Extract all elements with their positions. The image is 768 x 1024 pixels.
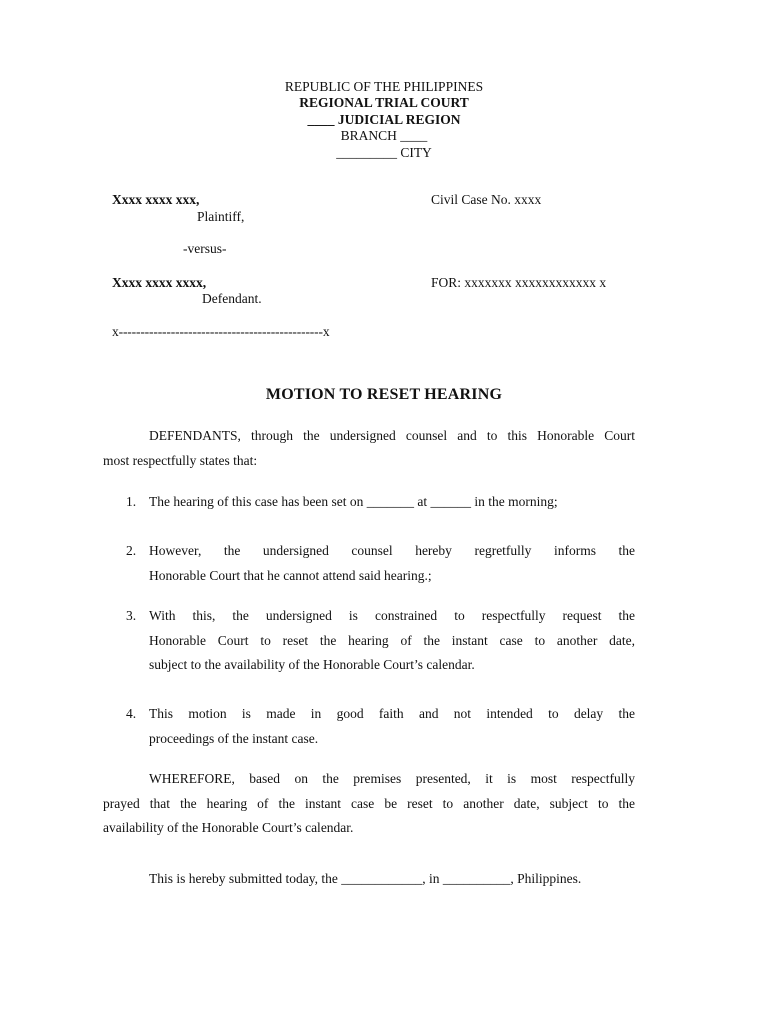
- caption-separator: x-----------------------------------------------x: [112, 324, 330, 339]
- wherefore-paragraph: [103, 767, 635, 841]
- list-item-text: [149, 604, 635, 678]
- defendant-label: Defendant.: [202, 291, 262, 306]
- list-item-line: With this, the undersigned is constrained to respectfully request the: [149, 608, 635, 623]
- header-branch: BRANCH ____: [340, 128, 428, 143]
- header-republic: REPUBLIC OF THE PHILIPPINES: [284, 79, 484, 94]
- motion-title: MOTION TO RESET HEARING: [265, 386, 503, 403]
- intro-line-1: DEFENDANTS, through the undersigned counsel and to this Honorable Court: [149, 428, 635, 443]
- list-item-number: 2.: [126, 543, 137, 558]
- wherefore-line-1: WHEREFORE, based on the premises presented, it is most respectfully: [149, 771, 635, 786]
- submission-line: This is hereby submitted today, the ____________, in __________, Philippines.: [149, 871, 582, 886]
- for-line: FOR: xxxxxxx xxxxxxxxxxxx x: [431, 275, 607, 290]
- wherefore-line-2: prayed that the hearing of the instant case be reset to another date, subject to the: [103, 795, 635, 811]
- list-item-line: subject to the availability of the Honorable Court’s calendar.: [149, 657, 475, 672]
- header-region: ____ JUDICIAL REGION: [307, 112, 461, 127]
- intro-line-2: most respectfully states that:: [103, 452, 258, 468]
- plaintiff-label: Plaintiff,: [197, 209, 245, 224]
- header-city: _________ CITY: [336, 145, 432, 160]
- list-item-line: The hearing of this case has been set on _______ at ______ in the morning;: [149, 494, 558, 509]
- header-court: REGIONAL TRIAL COURT: [299, 95, 469, 110]
- plaintiff-name: Xxxx xxxx xxx,: [112, 192, 200, 207]
- list-item-line: This motion is made in good faith and not intended to delay the: [149, 706, 635, 721]
- defendant-name: Xxxx xxxx xxxx,: [112, 275, 207, 290]
- list-item-line: Honorable Court that he cannot attend said hearing.;: [149, 567, 432, 583]
- versus-label: -versus-: [183, 241, 227, 256]
- civil-case-number: Civil Case No. xxxx: [431, 192, 542, 207]
- wherefore-line-3: availability of the Honorable Court’s calendar.: [103, 820, 354, 835]
- list-item-number: 1.: [126, 494, 137, 509]
- list-item-number: 3.: [126, 608, 137, 623]
- list-item-line: proceedings of the instant case.: [149, 730, 319, 746]
- list-item-text: [149, 539, 635, 588]
- list-item-number: 4.: [126, 706, 137, 721]
- list-item-text: [149, 702, 635, 751]
- intro-paragraph: [103, 424, 635, 473]
- list-item-line: However, the undersigned counsel hereby regretfully informs the: [149, 543, 635, 558]
- list-item-text: [149, 490, 635, 515]
- list-item-line: Honorable Court to reset the hearing of the instant case to another date,: [149, 632, 635, 648]
